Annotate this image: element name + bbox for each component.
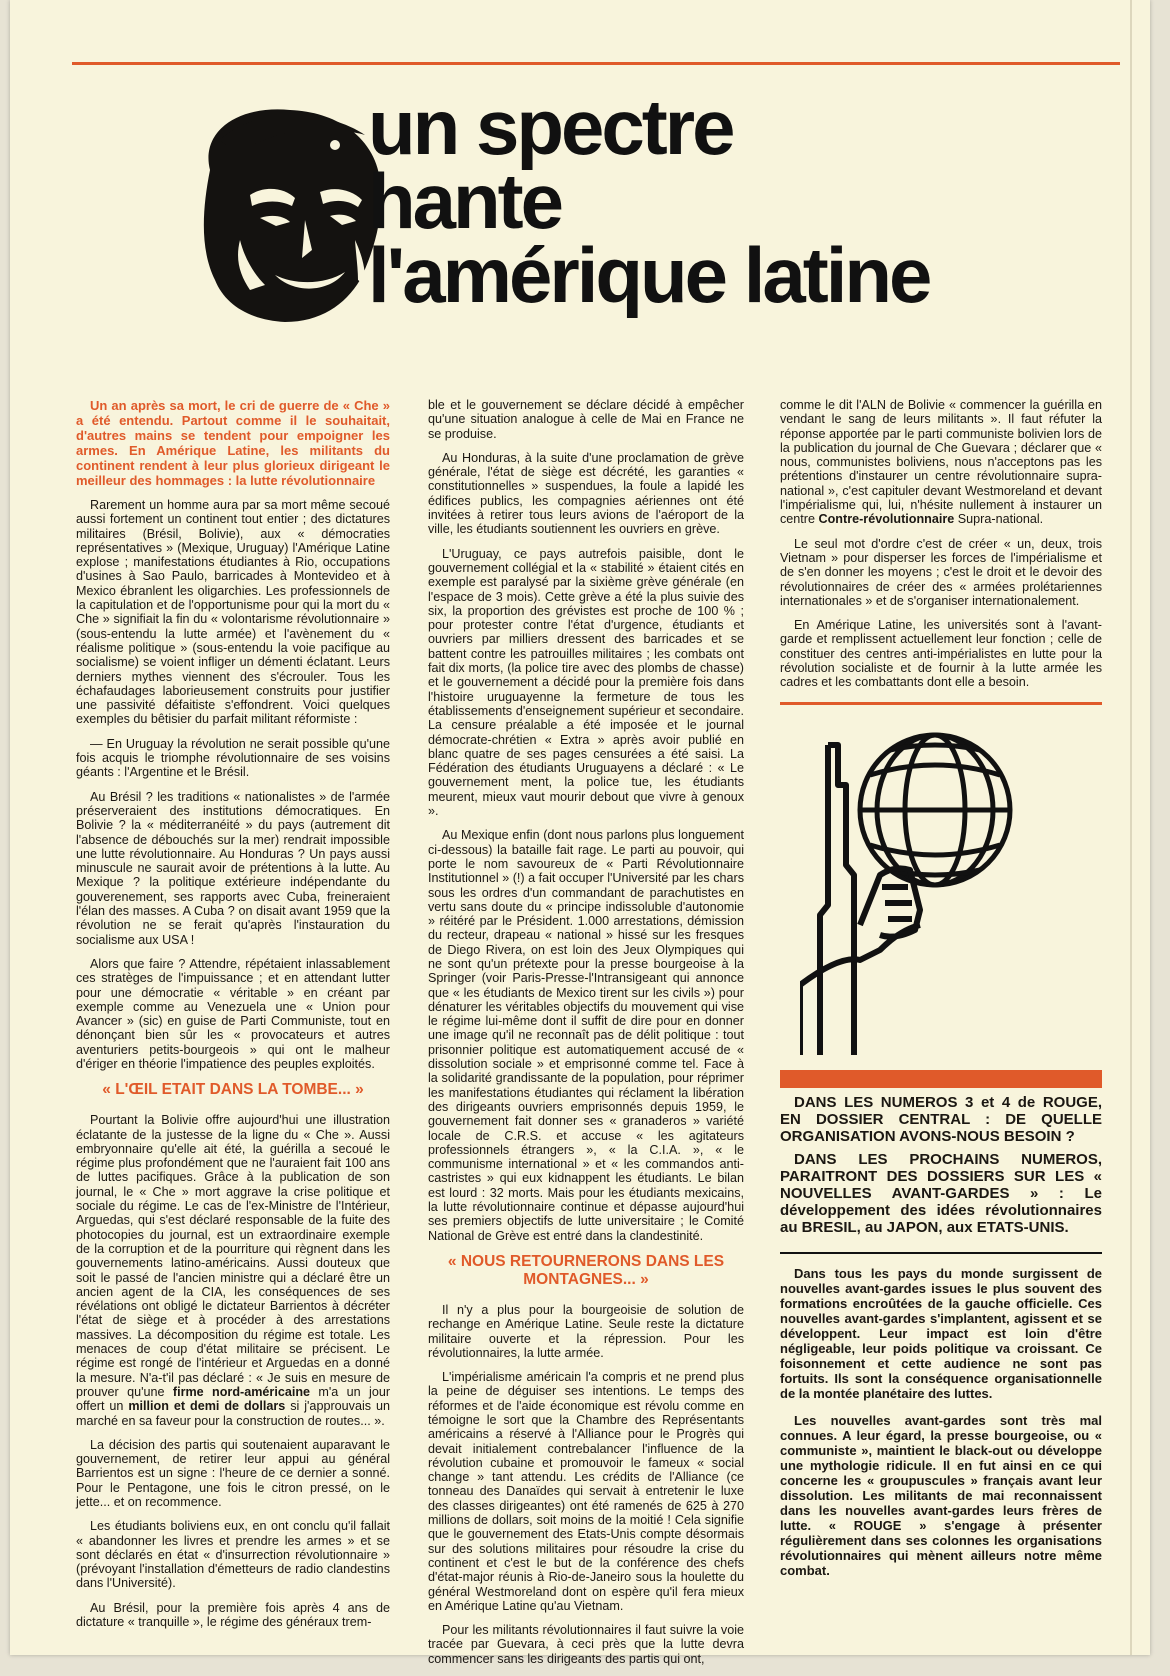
col1-paragraph: Au Brésil ? les traditions « nationalistes » de l'armée préserveraient des institutions démocratiques. En Bolivie ? la « méditerranéité » du pays (autrement dit l'absence de débouchés sur la mer) rendrait impossible une lutte révolutionnaire. Au Honduras ? Un pays aussi minuscule ne saurait avoir de prétentions à la lutte. Au Mexique ? la politique extérieure indépendante du gouverenement, ses rapports avec Cuba, freineraient l'élan des masses. A Cuba ? on disait avant 1959 que la révolution ne se ferait qu'après l'instauration du socialisme aux USA ! bbox=[76, 789, 390, 947]
col2-paragraph: Il n'y a plus pour la bourgeoisie de solution de rechange en Amérique Latine. Seule reste la dictature militaire ouverte et la répression. Pour les révolutionnaires, la lutte armée. bbox=[428, 1302, 744, 1360]
col1-text: m'a un jour offert un bbox=[76, 1384, 391, 1414]
col2-paragraph: Pour les militants révolutionnaires il faut suivre la voie tracée par Guevara, à ceci près que la lutte devra commencer sans les dirigeants des partis qui ont, bbox=[428, 1623, 744, 1666]
col2-paragraph: L'Uruguay, ce pays autrefois paisible, dont le gouvernement collégial et la « stabilité » étaient cités en exemple est paralysé par la sixième grève générale (en l'espace de 3 mois). Cette grève a été la plus suivie des six, la proportion des grévistes est proche de 100 % ; pour protester contre l'état d'urgence, étudiants et ouvriers par milliers dressent des barricades et se battent contre les patrouilles militaires ; les combats ont fait dix morts, (la police tire avec des plombs de chasse) et le gouvernement a décidé pour la première fois dans l'histoire uruguayenne la fermeture de tous les établissements d'enseignement supérieur et secondaire. La censure préalable a été imposée et le journal démocrate-chrétien « Extra » après avoir publié en blanc quatre de ses pages censurées a été saisi. La Fédération des étudiants Uruguayens a déclaré : « Le gouvernement ment, la police tue, les étudiants meurent, mieux vaut mourir debout que vivre à genoux ». bbox=[428, 546, 744, 819]
col3-text: comme le dit l'ALN de Bolivie « commencer la guérilla en vendant le sang de leurs militants ». Il faut réfuter la réponse apportée par le parti communiste bolivien lors de la publication du journal de Che Guevara ; déclarer que « nous, communistes boliviens, nous n'acceptons pas les prétentions d'instaurer un centre révolutionnaire supra-national », c'est capituler devant Westmoreland et devant l'impérialisme qui, lui, n'hésite nullement à instaurer un centre bbox=[780, 398, 1102, 527]
headline-line-3: l'amérique latine bbox=[368, 231, 930, 319]
col1-paragraph: — En Uruguay la révolution ne serait possible qu'une fois acquis le triomphe révolutionnaire de ses voisins géants : l'Argentine et le Brésil. bbox=[76, 736, 390, 780]
col1-bold: firme nord-américaine bbox=[172, 1384, 311, 1399]
col3-paragraph bbox=[780, 398, 1102, 527]
headline-line-1: un spectre bbox=[368, 83, 733, 171]
headline bbox=[368, 83, 1128, 319]
column-1 bbox=[76, 398, 390, 1639]
section-rule bbox=[780, 1252, 1102, 1254]
newspaper-page bbox=[10, 0, 1150, 1666]
col2-paragraph: Au Honduras, à la suite d'une proclamation de grève générale, l'état de siège est décrété, les garanties « constitutionnelles » suspendues, la foule a lapidé les édifices publics, les compagnies aériennes ont été invitées à retirer tous leurs avions de l'aéroport de la ville, les étudiants soutiennent les ouvriers en grève. bbox=[428, 450, 744, 537]
announcement-rouge-3-4: DANS LES NUMEROS 3 et 4 de ROUGE, EN DOSSIER CENTRAL : DE QUELLE ORGANISATION AVONS-NOUS BESOIN ? bbox=[780, 1093, 1102, 1145]
col2-paragraph: ble et le gouvernement se déclare décidé à empêcher qu'une situation analogue à celle de Mai en France ne se produise. bbox=[428, 398, 744, 441]
col1-paragraph: Les étudiants boliviens eux, en ont conclu qu'il fallait « abandonner les livres et prendre les armes » et se sont déclarés en état « d'insurrection révolutionnaire » (prévoyant l'installation d'émetteurs de radio clandestins dans l'Université). bbox=[76, 1519, 390, 1591]
col3-paragraph: Le seul mot d'ordre c'est de créer « un, deux, trois Vietnam » pour disperser les forces de l'impérialisme et de s'en donner les moyens ; c'est le droit et le devoir des révolutionnaires de créer des « armées prolétariennes internationales » et de s'organiser internationalement. bbox=[780, 536, 1102, 608]
col1-paragraph: Rarement un homme aura par sa mort même secoué aussi fortement un continent tout entier ; des dictatures militaires (Brésil, Bolivie), aux « démocraties représentatives » (Mexique, Uruguay) l'Amérique Latine explose ; manifestations étudiantes à Rio, occupations d'usines à Sao Paulo, barricades à Montevideo et à Mexico ébranlent les oligarchies. Les professionnels de la capitulation et de l'opportunisme pour qui la mort du « Che » signifiait la fin du « volontarisme révolutionnaire » (sous-entendu la lutte armée) et l'avènement du « réalisme politique » (sous-entendu la voie pacifique au socialisme) se voient infliger un démenti éclatant. Leurs derniers mythes viennent des s'écrouler. Tous les échafaudages laborieusement construits pour justifier une passivité défaitiste s'effondrent. Voici quelques exemples du bêtisier du parfait militant réformiste : bbox=[76, 498, 390, 727]
col3-bold-paragraph: Dans tous les pays du monde surgissent de nouvelles avant-gardes issues le plus souvent des formations encroûtées de la gauche officielle. Ces nouvelles avant-gardes s'implantent, agissent et se développent. Leur impact est loin d'être négligeable, leur poids politique va croissant. Ce foisonnement et cette audience ne sont pas fortuits. Ils sont la conséquence organisationnelle de la montée planétaire des luttes. bbox=[780, 1265, 1102, 1401]
subhead-montagnes: « NOUS RETOURNERONS DANS LES MONTAGNES... » bbox=[447, 1252, 725, 1288]
column-2 bbox=[428, 398, 744, 1676]
top-rule bbox=[72, 62, 1120, 65]
col2-paragraph: L'impérialisme américain l'a compris et ne prend plus la peine de déguiser ses intentions. Le temps des réformes et de l'aide économique est révolu comme en témoigne le sort que la Chambre des Représentants américains a réservé à l'Alliance pour le Progrès qui devait initialement contrebalancer l'influence de la révolution cubaine et promouvoir le fameux « social change » tant attendu. Les crédits de l'Alliance (ce tonneau des Danaïdes qui servait à entretenir le luxe des classes dirigeantes) ont été ramenés de 625 à 270 millions de dollars, soit moins de la moitié ! Cela signifie que le gouvernement des Etats-Unis compte désormais sur des solutions militaires pour résoudre la crise du continent et c'est le but de la conférence des chefs d'état-major réunis à Rio-de-Janeiro sous la houlette du général Westmoreland dont on espère qu'il fera mieux en Amérique Latine qu'au Vietnam. bbox=[428, 1370, 744, 1613]
che-guevara-portrait bbox=[180, 100, 390, 325]
col1-paragraph: La décision des partis qui soutenaient auparavant le gouvernement, de retirer leur appui au général Barrientos est un signe : l'heure de ce dernier a sonné. Pour le Pentagone, une fois le citron pressé, on le jette... et on recommence. bbox=[76, 1437, 390, 1509]
col1-bold: million et demi de dollars bbox=[128, 1399, 286, 1414]
col1-paragraph: Alors que faire ? Attendre, répétaient inlassablement ces stratèges de l'impuissance ; et en attendant lutter pour une démocratie « véritable » en créant par exemple comme au Venezuela une « Union pour Avancer » (sic) en guise de Parti Communiste, tout en dénonçant bien sûr les « provocateurs et autres aventuriers petits-bourgeois » qui ont le malheur d'ériger en théorie l'impatience des peuples exploités. bbox=[76, 956, 390, 1071]
headline-line-2: hante bbox=[368, 157, 562, 245]
col3-paragraph: En Amérique Latine, les universités sont à l'avant-garde et remplissent actuellement leur fonction ; celle de constituer des centres anti-impérialistes en lutte pour la révolution socialiste et de fournir à la lutte armée les cadres et les combattants dont elle a besoin. bbox=[780, 618, 1102, 690]
col2-paragraph: Au Mexique enfin (dont nous parlons plus longuement ci-dessous) la bataille fait rage. Le parti au pouvoir, qui porte le nom savoureux de « Parti Révolutionnaire Institutionnel » (!) a fait occuper l'Université par les chars sous les ordres d'un commandant de parachutistes en vertu sans doute du « principe indissoluble d'autonomie » réitéré par le Président. 1.000 arrestations, démission du recteur, drapeau « national » hissé sur les fresques de Diego Rivera, on est loin des Jeux Olympiques qui ne sont qu'un prétexte pour la presse bourgeoise à la Springer (voir Paris-Presse-l'Intransigeant qui annonce que « les étudiants de Mexico tirent sur les civils ») pour dénaturer les véritables objectifs du mouvement qui vise le régime lui-même dont il suffit de dire pour en donner une image qu'il ne reconnaît pas de délit politique : tout prisonnier politique est automatiquement accusé de « dissolution sociale » et emprisonné comme tel. Face à la solidarité grandissante de la population, pour réprimer les manifestations étudiantes qui réclament la libération des dirigeants ouvriers emprisonnés depuis 1959, le gouvernement fait donner ses « granaderos » variété locale de C.R.S. et accuse « les agitateurs professionnels étrangers », « la C.I.A. », « le communisme international » et « les commandos anti-castristes » qui eux kidnappent les étudiants. Le bilan est lourd : 32 morts. Mais pour les étudiants mexicains, la lutte révolutionnaire continue et dépasse aujourd'hui ses premiers objectifs de lutte universitaire ; le Comité National de Grève est entré dans la clandestinité. bbox=[428, 828, 744, 1243]
col1-paragraph bbox=[76, 1113, 390, 1428]
fold-line bbox=[1130, 0, 1132, 1655]
col3-text: Supra-national. bbox=[957, 512, 1044, 527]
col3-bold-paragraph: Les nouvelles avant-gardes sont très mal connues. A leur égard, la presse bourgeoise, ou « communiste », maintient le black-out ou développe une mythologie ridicule. Il en fut ainsi en ce qui concerne les « groupuscules » français avant leur dissolution. Les militants de mai reconnaissent dans les nouvelles avant-gardes leurs frères de lutte. « ROUGE » s'engage à présenter régulièrement dans ses colonnes les organisations révolutionnaires qui mènent ailleurs notre même combat. bbox=[780, 1412, 1102, 1578]
col3-bold: Contre-révolutionnaire bbox=[818, 512, 955, 527]
col1-text: Pourtant la Bolivie offre aujourd'hui une illustration éclatante de la justesse de la ligne du « Che ». Aussi embryonnaire qu'elle ait été, la guérilla a secoué le régime plus profondément que ne l'auraient fait 100 ans de luttes pacifiques. Grâce à la publication de son journal, le « Che » mort aggrave la crise politique et sociale du régime. Le cas de l'ex-Ministre de l'Intérieur, Arguedas, qui s'est déclaré responsable de la fuite des photocopies du journal, est un extraordinaire exemple de la corruption et de la pourriture qui règnent dans les gouvernements latino-américains. Aussi douteux que soit le passé de l'ancien ministre qui a déclaré être un ancien agent de la CIA, les conséquences de ses révélations ont obligé le dictateur Barrientos à décréter l'état de siège et à procéder à des arrestations massives. La décomposition du régime est totale. Les menaces de coup d'état militaire se précisent. Le régime est rongé de l'intérieur et Arguedas en a donné la mesure. N'a-t'il pas déclaré : « Je suis en mesure de prouver qu'une bbox=[76, 1113, 390, 1399]
hand-holding-globe-and-rifle-icon bbox=[800, 725, 1020, 1055]
col1-paragraph: Au Brésil, pour la première fois après 4 ans de dictature « tranquille », le régime des généraux trem- bbox=[76, 1600, 390, 1630]
subhead-oeil: « L'ŒIL ETAIT DANS LA TOMBE... » bbox=[102, 1081, 364, 1099]
column-3 bbox=[780, 398, 1102, 1590]
announcement-box bbox=[780, 1070, 1102, 1236]
announcement-prochains-numeros: DANS LES PROCHAINS NUMEROS, PARAITRONT DES DOSSIERS SUR LES « NOUVELLES AVANT-GARDES » : Le développement des idées révolutionnaires au BRESIL, au JAPON, aux ETATS-UNIS. bbox=[780, 1150, 1102, 1236]
col1-text: si j'approuvais un marché en sa faveur pour la construction de routes... ». bbox=[76, 1399, 390, 1428]
chapeau: Un an après sa mort, le cri de guerre de « Che » a été entendu. Partout comme il le souhaitait, d'autres mains se tendent pour empoigner les armes. En Amérique Latine, les militants du continent rendent à leur plus glorieux dirigeant le meilleur des hommages : la lutte révolutionnaire bbox=[76, 398, 390, 488]
illustration bbox=[780, 705, 1102, 1070]
